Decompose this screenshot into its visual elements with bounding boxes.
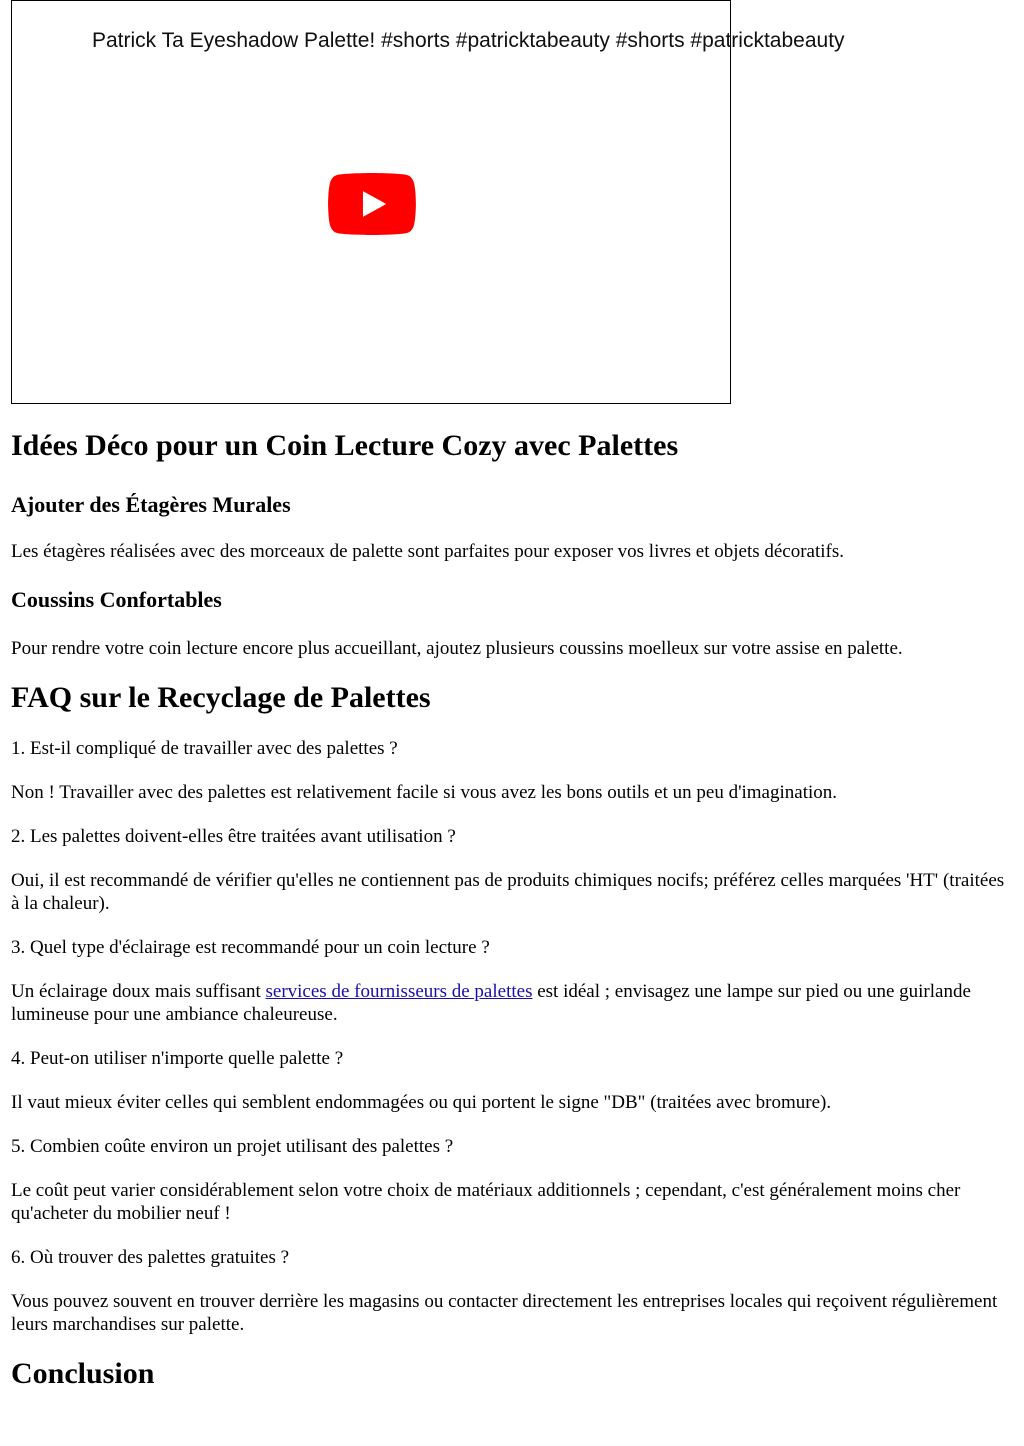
faq-question-6: 6. Où trouver des palettes gratuites ? [11,1246,290,1268]
paragraph-cushions: Pour rendre votre coin lecture encore plus accueillant, ajoutez plusieurs coussins moelleux sur votre assise en palette. [11,637,903,659]
video-title[interactable]: Patrick Ta Eyeshadow Palette! #shorts #patricktabeauty #shorts #patricktabeauty [92,29,845,52]
faq-answer-3-end: est idéal ; envisagez une lampe sur pied ou une guirlande lumineuse pour une ambiance chaleureuse. [11,980,971,1025]
article-content [11,428,1011,1392]
faq-answer-3-start: Un éclairage doux mais suffisant [11,980,266,1002]
faq-answer-6: Vous pouvez souvent en trouver derrière les magasins ou contacter directement les entreprises locales qui reçoivent régulièrement leurs marchandises sur palette. [11,1290,998,1335]
faq-answer-4: Il vaut mieux éviter celles qui semblent endommagées ou qui portent le signe "DB" (traitées avec bromure). [11,1091,832,1113]
section-title-reading-corner: Idées Déco pour un Coin Lecture Cozy avec Palettes [11,429,679,462]
faq-question-5: 5. Combien coûte environ un projet utilisant des palettes ? [11,1135,454,1157]
paragraph-wall-shelves: Les étagères réalisées avec des morceaux de palette sont parfaites pour exposer vos livres et objets décoratifs. [11,541,845,563]
section-title-faq: FAQ sur le Recyclage de Palettes [11,680,431,714]
faq-question-1: 1. Est-il compliqué de travailler avec des palettes ? [11,737,398,759]
section-title-conclusion: Conclusion [11,1356,155,1390]
faq-answer-3 [11,980,1011,1026]
heading-wall-shelves: Ajouter des Étagères Murales [11,492,291,517]
faq-answer-2: Oui, il est recommandé de vérifier qu'elles ne contiennent pas de produits chimiques nocifs; préférez celles marquées 'HT' (traitées à la chaleur). [11,869,1005,914]
pallet-suppliers-link[interactable]: services de fournisseurs de palettes [265,980,533,1002]
faq-answer-5: Le coût peut varier considérablement selon votre choix de matériaux additionnels ; cependant, c'est généralement moins cher qu'acheter du mobilier neuf ! [11,1179,961,1224]
faq-question-4: 4. Peut-on utiliser n'importe quelle palette ? [11,1047,344,1069]
heading-cushions: Coussins Confortables [11,587,222,613]
faq-question-2: 2. Les palettes doivent-elles être traitées avant utilisation ? [11,825,456,847]
youtube-play-icon[interactable] [328,173,416,235]
faq-answer-1: Non ! Travailler avec des palettes est relativement facile si vous avez les bons outils et un peu d'imagination. [11,781,838,803]
faq-question-3: 3. Quel type d'éclairage est recommandé pour un coin lecture ? [11,936,490,958]
youtube-video-embed[interactable] [11,0,845,404]
